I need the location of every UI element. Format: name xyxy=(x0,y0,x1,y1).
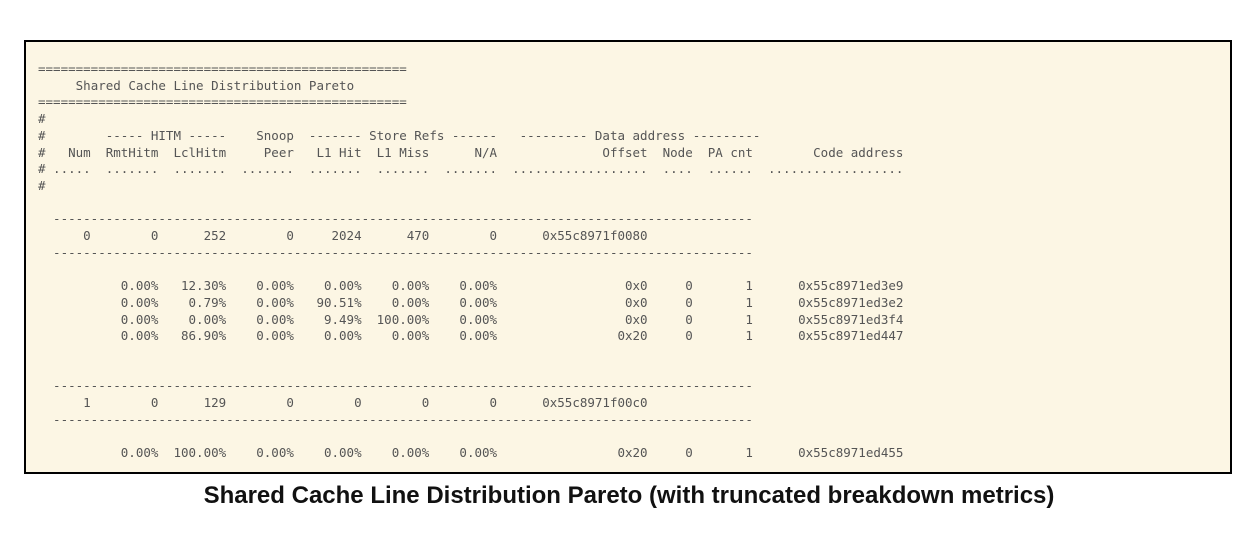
header-column-line: # Num RmtHitm LclHitm Peer L1 Hit L1 Miss N/A Offset Node PA cnt Code address xyxy=(38,144,904,160)
breakdown-row: 0.00% 86.90% 0.00% 0.00% 0.00% 0.00% 0x20 0 1 0x55c8971ed447 xyxy=(38,328,904,344)
banner-rule-bottom: ================================================= xyxy=(38,94,407,110)
header-hash-line: # xyxy=(38,177,46,193)
separator-line: --------------------------------------------------------------------------------------------- xyxy=(38,378,753,394)
cache-line-summary-row: 1 0 129 0 0 0 0 0x55c8971f00c0 xyxy=(38,395,648,411)
header-hash-line: # xyxy=(38,111,46,127)
report-title: Shared Cache Line Distribution Pareto xyxy=(75,77,355,93)
breakdown-row: 0.00% 12.30% 0.00% 0.00% 0.00% 0.00% 0x0 0 1 0x55c8971ed3e9 xyxy=(38,278,904,294)
figure-caption: Shared Cache Line Distribution Pareto (with truncated breakdown metrics) xyxy=(203,482,1055,509)
separator-line: --------------------------------------------------------------------------------------------- xyxy=(38,211,753,227)
separator-line: --------------------------------------------------------------------------------------------- xyxy=(38,244,753,260)
banner-rule-top: ================================================= xyxy=(38,61,407,76)
breakdown-row: 0.00% 0.79% 0.00% 90.51% 0.00% 0.00% 0x0 0 1 0x55c8971ed3e2 xyxy=(38,294,904,310)
breakdown-row: 0.00% 0.00% 0.00% 9.49% 100.00% 0.00% 0x0 0 1 0x55c8971ed3f4 xyxy=(38,311,904,327)
breakdown-row: 0.00% 100.00% 0.00% 0.00% 0.00% 0.00% 0x20 0 1 0x55c8971ed455 xyxy=(38,445,904,461)
perf-c2c-report xyxy=(38,61,903,462)
cache-line-summary-row: 0 0 252 0 2024 470 0 0x55c8971f0080 xyxy=(38,228,648,244)
header-dots-line: # ..... ....... ....... ....... ....... ....... ....... .................. .... ...... .................. xyxy=(38,161,904,177)
terminal-output-panel xyxy=(24,40,1232,474)
header-group-line: # ----- HITM ----- Snoop ------- Store Refs ------ --------- Data address --------- xyxy=(38,127,761,143)
separator-line: --------------------------------------------------------------------------------------------- xyxy=(38,411,753,427)
